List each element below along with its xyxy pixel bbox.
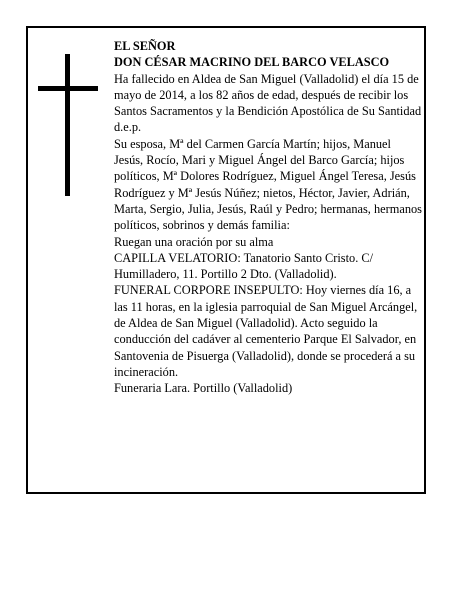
rest-in-peace: d.e.p.: [114, 120, 142, 135]
cross-icon: [38, 54, 98, 196]
cross-horizontal-bar: [38, 86, 98, 91]
prayer-request: Ruegan una oración por su alma: [114, 234, 274, 249]
chapel-details: CAPILLA VELATORIO: Tanatorio Santo Cristo. C/ Humilladero, 11. Portillo 2 Dto. (Valladolid).: [114, 250, 374, 282]
cross-vertical-bar: [65, 54, 70, 196]
family-list: Su esposa, Mª del Carmen García Martín; hijos, Manuel Jesús, Rocío, Mari y Miguel Ángel del Barco García; hijos políticos, Mª Dolores Rodríguez, Miguel Ángel Teresa, Jesús Rodríguez y Mª Jesús Núñez; nietos, Héctor, Javier, Adrián, Marta, Sergio, Julia, Jesús, Raúl y Pedro; hermanas, hermanos políticos, sobrinos y demás familia:: [114, 136, 422, 233]
funeral-details: FUNERAL CORPORE INSEPULTO: Hoy viernes día 16, a las 11 horas, en la iglesia parroquial de San Miguel Arcángel, de Aldea de San Miguel (Valladolid). Acto seguido la conducción del cadáver al cementerio Parque El Salvador, en Santovenia de Pisuerga (Valladolid), donde se procederá a su incineración.: [114, 283, 418, 379]
death-announcement: Ha fallecido en Aldea de San Miguel (Valladolid) el día 15 de mayo de 2014, a los 82 años de edad, después de recibir los Santos Sacramentos y la Bendición Apostólica de Su Santidad: [114, 71, 422, 119]
obituary-text: [114, 38, 422, 397]
obituary-title: EL SEÑOR: [114, 39, 176, 53]
deceased-name: DON CÉSAR MACRINO DEL BARCO VELASCO: [114, 55, 390, 70]
funeral-home: Funeraria Lara. Portillo (Valladolid): [114, 381, 293, 396]
